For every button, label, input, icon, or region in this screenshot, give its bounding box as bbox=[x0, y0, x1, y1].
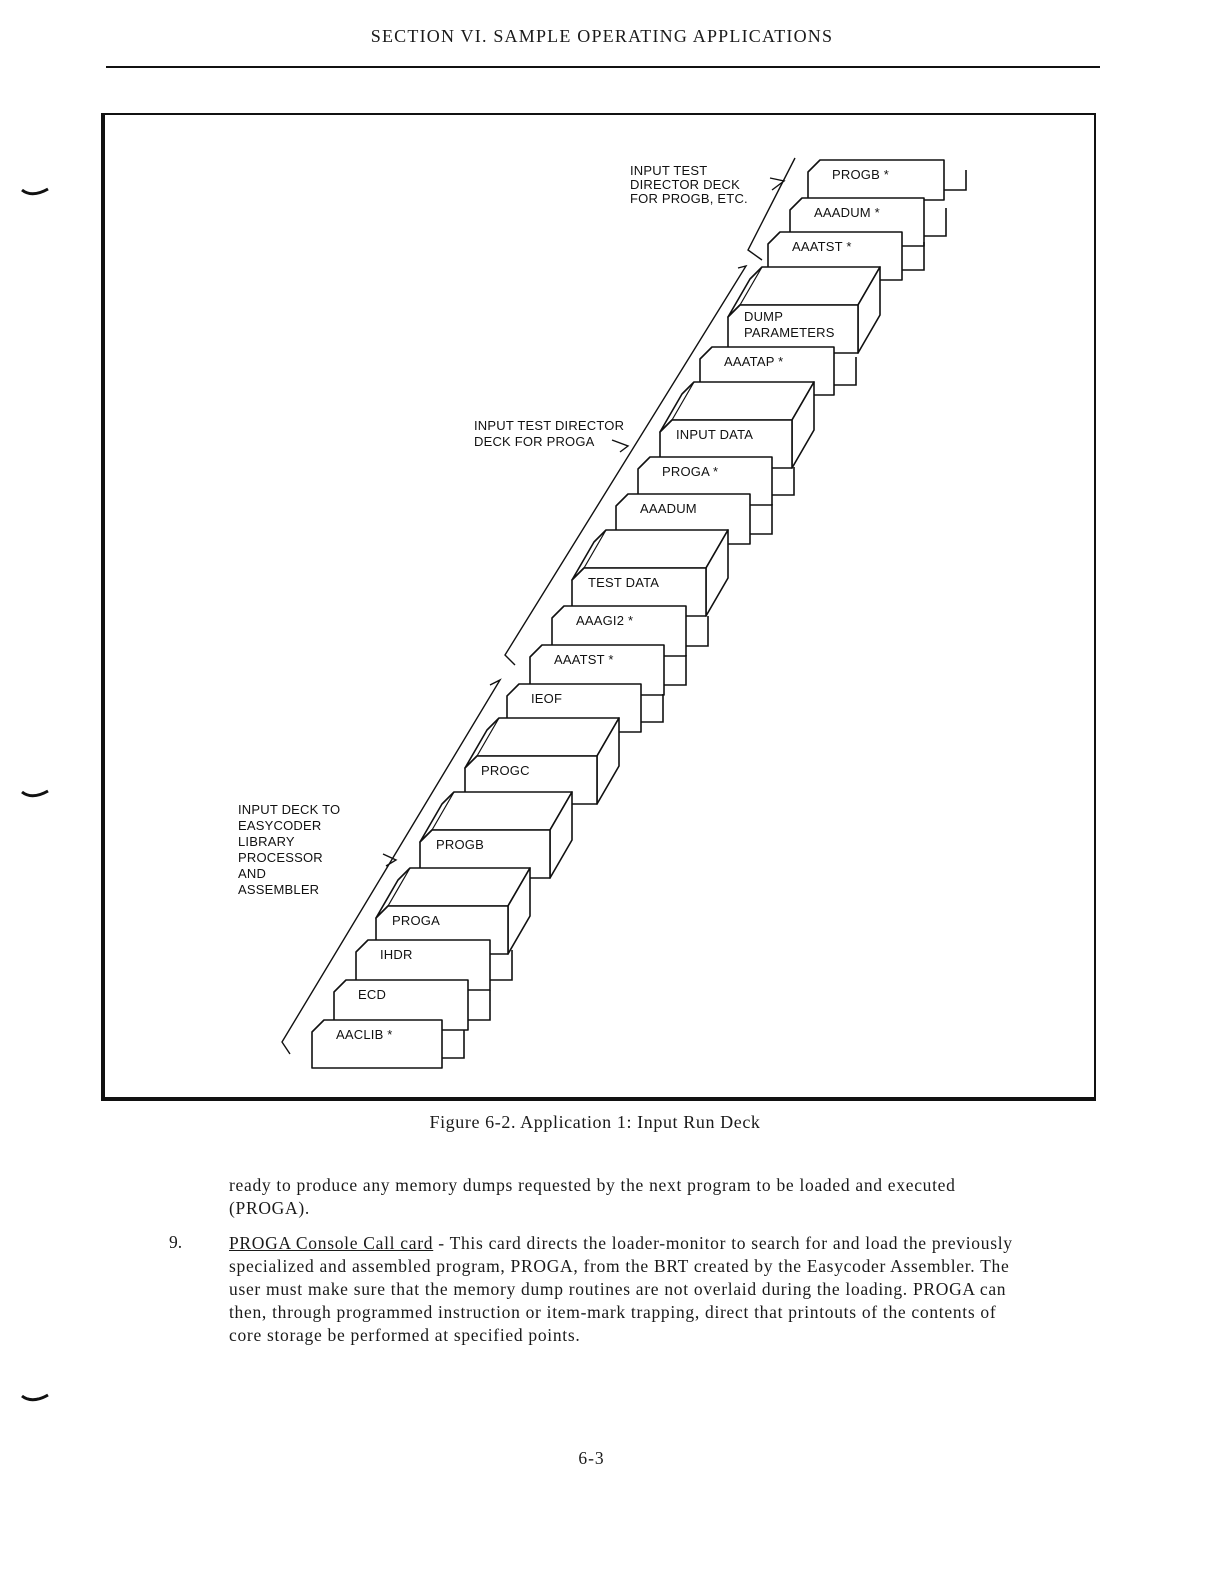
card-label: ECD bbox=[358, 987, 387, 1002]
card-label: PROGB bbox=[436, 837, 484, 852]
deck-brackets bbox=[282, 158, 795, 1054]
card-tab bbox=[468, 990, 490, 1020]
card-label: AAADUM * bbox=[814, 205, 880, 220]
card-tab bbox=[664, 655, 686, 685]
card-tab bbox=[834, 357, 856, 385]
card-label: DUMP bbox=[744, 309, 784, 324]
card-4 bbox=[728, 267, 880, 353]
card-tab bbox=[442, 1030, 464, 1058]
annotation-progb-deck bbox=[630, 163, 748, 206]
card-18 bbox=[312, 1020, 464, 1068]
card-tab bbox=[641, 694, 663, 722]
card-label: INPUT DATA bbox=[676, 427, 754, 442]
card-stack bbox=[312, 160, 966, 1068]
binding-mark bbox=[20, 1392, 50, 1406]
card-label: TEST DATA bbox=[588, 575, 660, 590]
card-14 bbox=[420, 792, 572, 878]
annotation-easycoder-deck-line: AND bbox=[238, 866, 267, 881]
card-label-line2: PARAMETERS bbox=[744, 325, 835, 340]
annotation-proga-deck bbox=[474, 418, 624, 449]
annotation-progb-deck-line: FOR PROGB, ETC. bbox=[630, 191, 748, 206]
annotation-progb-deck-line: DIRECTOR DECK bbox=[630, 177, 740, 192]
card-tab bbox=[750, 504, 772, 534]
arrow-proga-annotation bbox=[612, 440, 628, 452]
annotation-easycoder-deck-line: PROCESSOR bbox=[238, 850, 323, 865]
binding-mark bbox=[20, 186, 50, 200]
annotation-easycoder-deck-line: ASSEMBLER bbox=[238, 882, 320, 897]
annotation-progb-deck-line: INPUT TEST bbox=[630, 163, 708, 178]
page-number: 6-3 bbox=[578, 1448, 605, 1468]
paragraph-continuation: ready to produce any memory dumps requested by the next program to be loaded and executed (PROGA). bbox=[229, 1175, 956, 1218]
annotation-proga-deck-line: INPUT TEST DIRECTOR bbox=[474, 418, 625, 433]
card-label: AAATST * bbox=[554, 652, 614, 667]
card-tab bbox=[944, 170, 966, 190]
annotation-easycoder-deck bbox=[238, 802, 340, 897]
list-item-9 bbox=[229, 1232, 1029, 1347]
annotation-easycoder-deck-line: EASYCODER bbox=[238, 818, 322, 833]
card-tab bbox=[772, 467, 794, 495]
annotation-easycoder-deck-line: LIBRARY bbox=[238, 834, 295, 849]
card-6 bbox=[660, 382, 814, 468]
figure-caption: Figure 6-2. Application 1: Input Run Deck bbox=[429, 1112, 761, 1132]
card-label: AAATST * bbox=[792, 239, 852, 254]
card-label: IEOF bbox=[531, 691, 563, 706]
card-tab bbox=[686, 616, 708, 646]
card-label: PROGB * bbox=[832, 167, 890, 182]
list-item-text: - This card directs the loader-monitor to search for and load the previously specialized and assembled program, PROGA, from the BRT created by the Easycoder Assembler. The user must make sure that the memory dump routines are not overlaid during the loading. PROGA can then, through programmed instruction or item-mark trapping, direct that printouts of the contents of core storage be performed at specified points. bbox=[229, 1233, 1013, 1345]
list-item-title: PROGA Console Call card bbox=[229, 1233, 434, 1253]
card-9 bbox=[572, 530, 728, 616]
list-item-number: 9. bbox=[169, 1232, 183, 1252]
card-label: AACLIB * bbox=[336, 1027, 393, 1042]
card-label: IHDR bbox=[380, 947, 413, 962]
card-13 bbox=[465, 718, 619, 804]
card-label: PROGA * bbox=[662, 464, 719, 479]
card-label: PROGC bbox=[481, 763, 530, 778]
card-label: AAADUM bbox=[640, 501, 697, 516]
card-label: PROGA bbox=[392, 913, 440, 928]
annotation-easycoder-deck-line: INPUT DECK TO bbox=[238, 802, 341, 817]
binding-mark bbox=[20, 788, 50, 802]
annotation-proga-deck-line: DECK FOR PROGA bbox=[474, 434, 595, 449]
card-tab bbox=[924, 208, 946, 236]
card-label: AAAGI2 * bbox=[576, 613, 634, 628]
card-1 bbox=[808, 160, 966, 200]
card-label: AAATAP * bbox=[724, 354, 784, 369]
page-header: SECTION VI. SAMPLE OPERATING APPLICATIONS bbox=[370, 26, 834, 46]
